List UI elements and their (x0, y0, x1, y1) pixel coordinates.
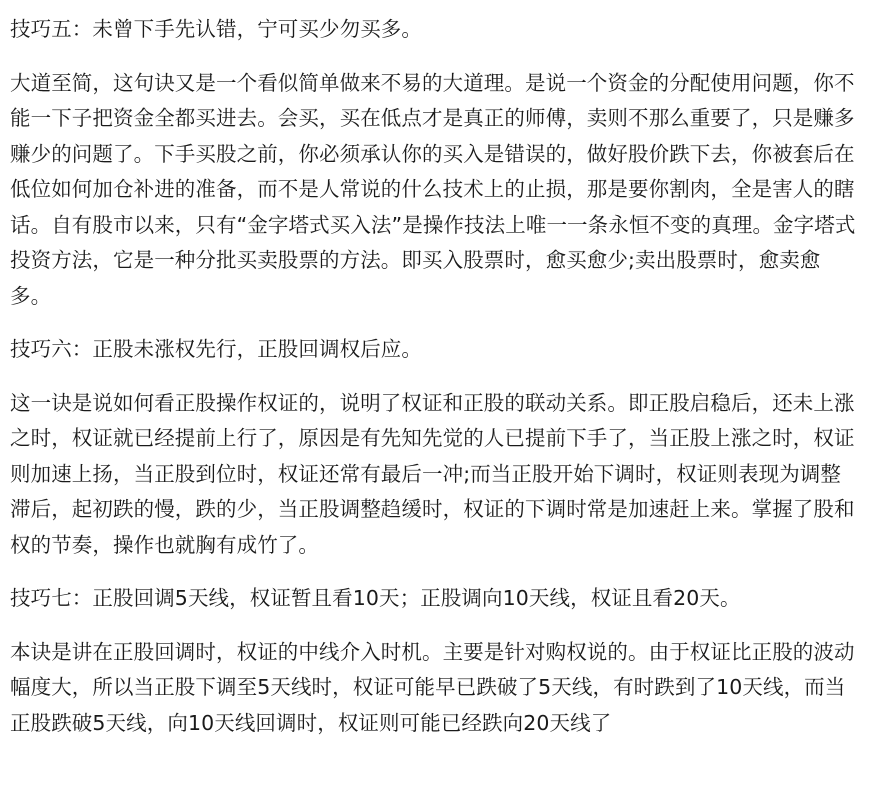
section-body-6: 这一诀是说如何看正股操作权证的，说明了权证和正股的联动关系。即正股启稳后，还未上涨之时，权证就已经提前上行了，原因是有先知先觉的人已提前下手了，当正股上涨之时，权证则加速上扬，当正股到位时，权证还常有最后一冲;而当正股开始下调时，权证则表现为调整滞后，起初跌的慢，跌的少，当正股调整趋缓时，权证的下调时常是加速赶上来。掌握了股和权的节奏，操作也就胸有成竹了。 (10, 390, 855, 557)
section-body-5: 大道至简，这句诀又是一个看似简单做来不易的大道理。是说一个资金的分配使用问题，你不能一下子把资金全都买进去。会买，买在低点才是真正的师傅，卖则不那么重要了，只是赚多赚少的问题了。下手买股之前，你必须承认你的买入是错误的，做好股价跌下去，你被套后在低位如何加仓补进的准备，而不是人常说的什么技术上的止损，那是要你割肉，全是害人的瞎话。自有股市以来，只有“金字塔式买入法”是操作技法上唯一一条永恒不变的真理。金字塔式投资方法，它是一种分批买卖股票的方法。即买入股票时，愈买愈少;卖出股票时，愈卖愈多。 (10, 70, 856, 308)
section-heading-5: 技巧五：未曾下手先认错，宁可买少勿买多。 (10, 17, 422, 41)
section-heading-7: 技巧七：正股回调5天线，权证暂且看10天；正股调向10天线，权证且看20天。 (10, 586, 741, 610)
section-body-7: 本诀是讲在正股回调时，权证的中线介入时机。主要是针对购权说的。由于权证比正股的波动幅度大，所以当正股下调至5天线时，权证可能早已跌破了5天线，有时跌到了10天线，而当正股跌破5天线，向10天线回调时，权证则可能已经跌向20天线了 (10, 639, 855, 735)
section-heading-6: 技巧六：正股未涨权先行，正股回调权后应。 (10, 337, 422, 361)
